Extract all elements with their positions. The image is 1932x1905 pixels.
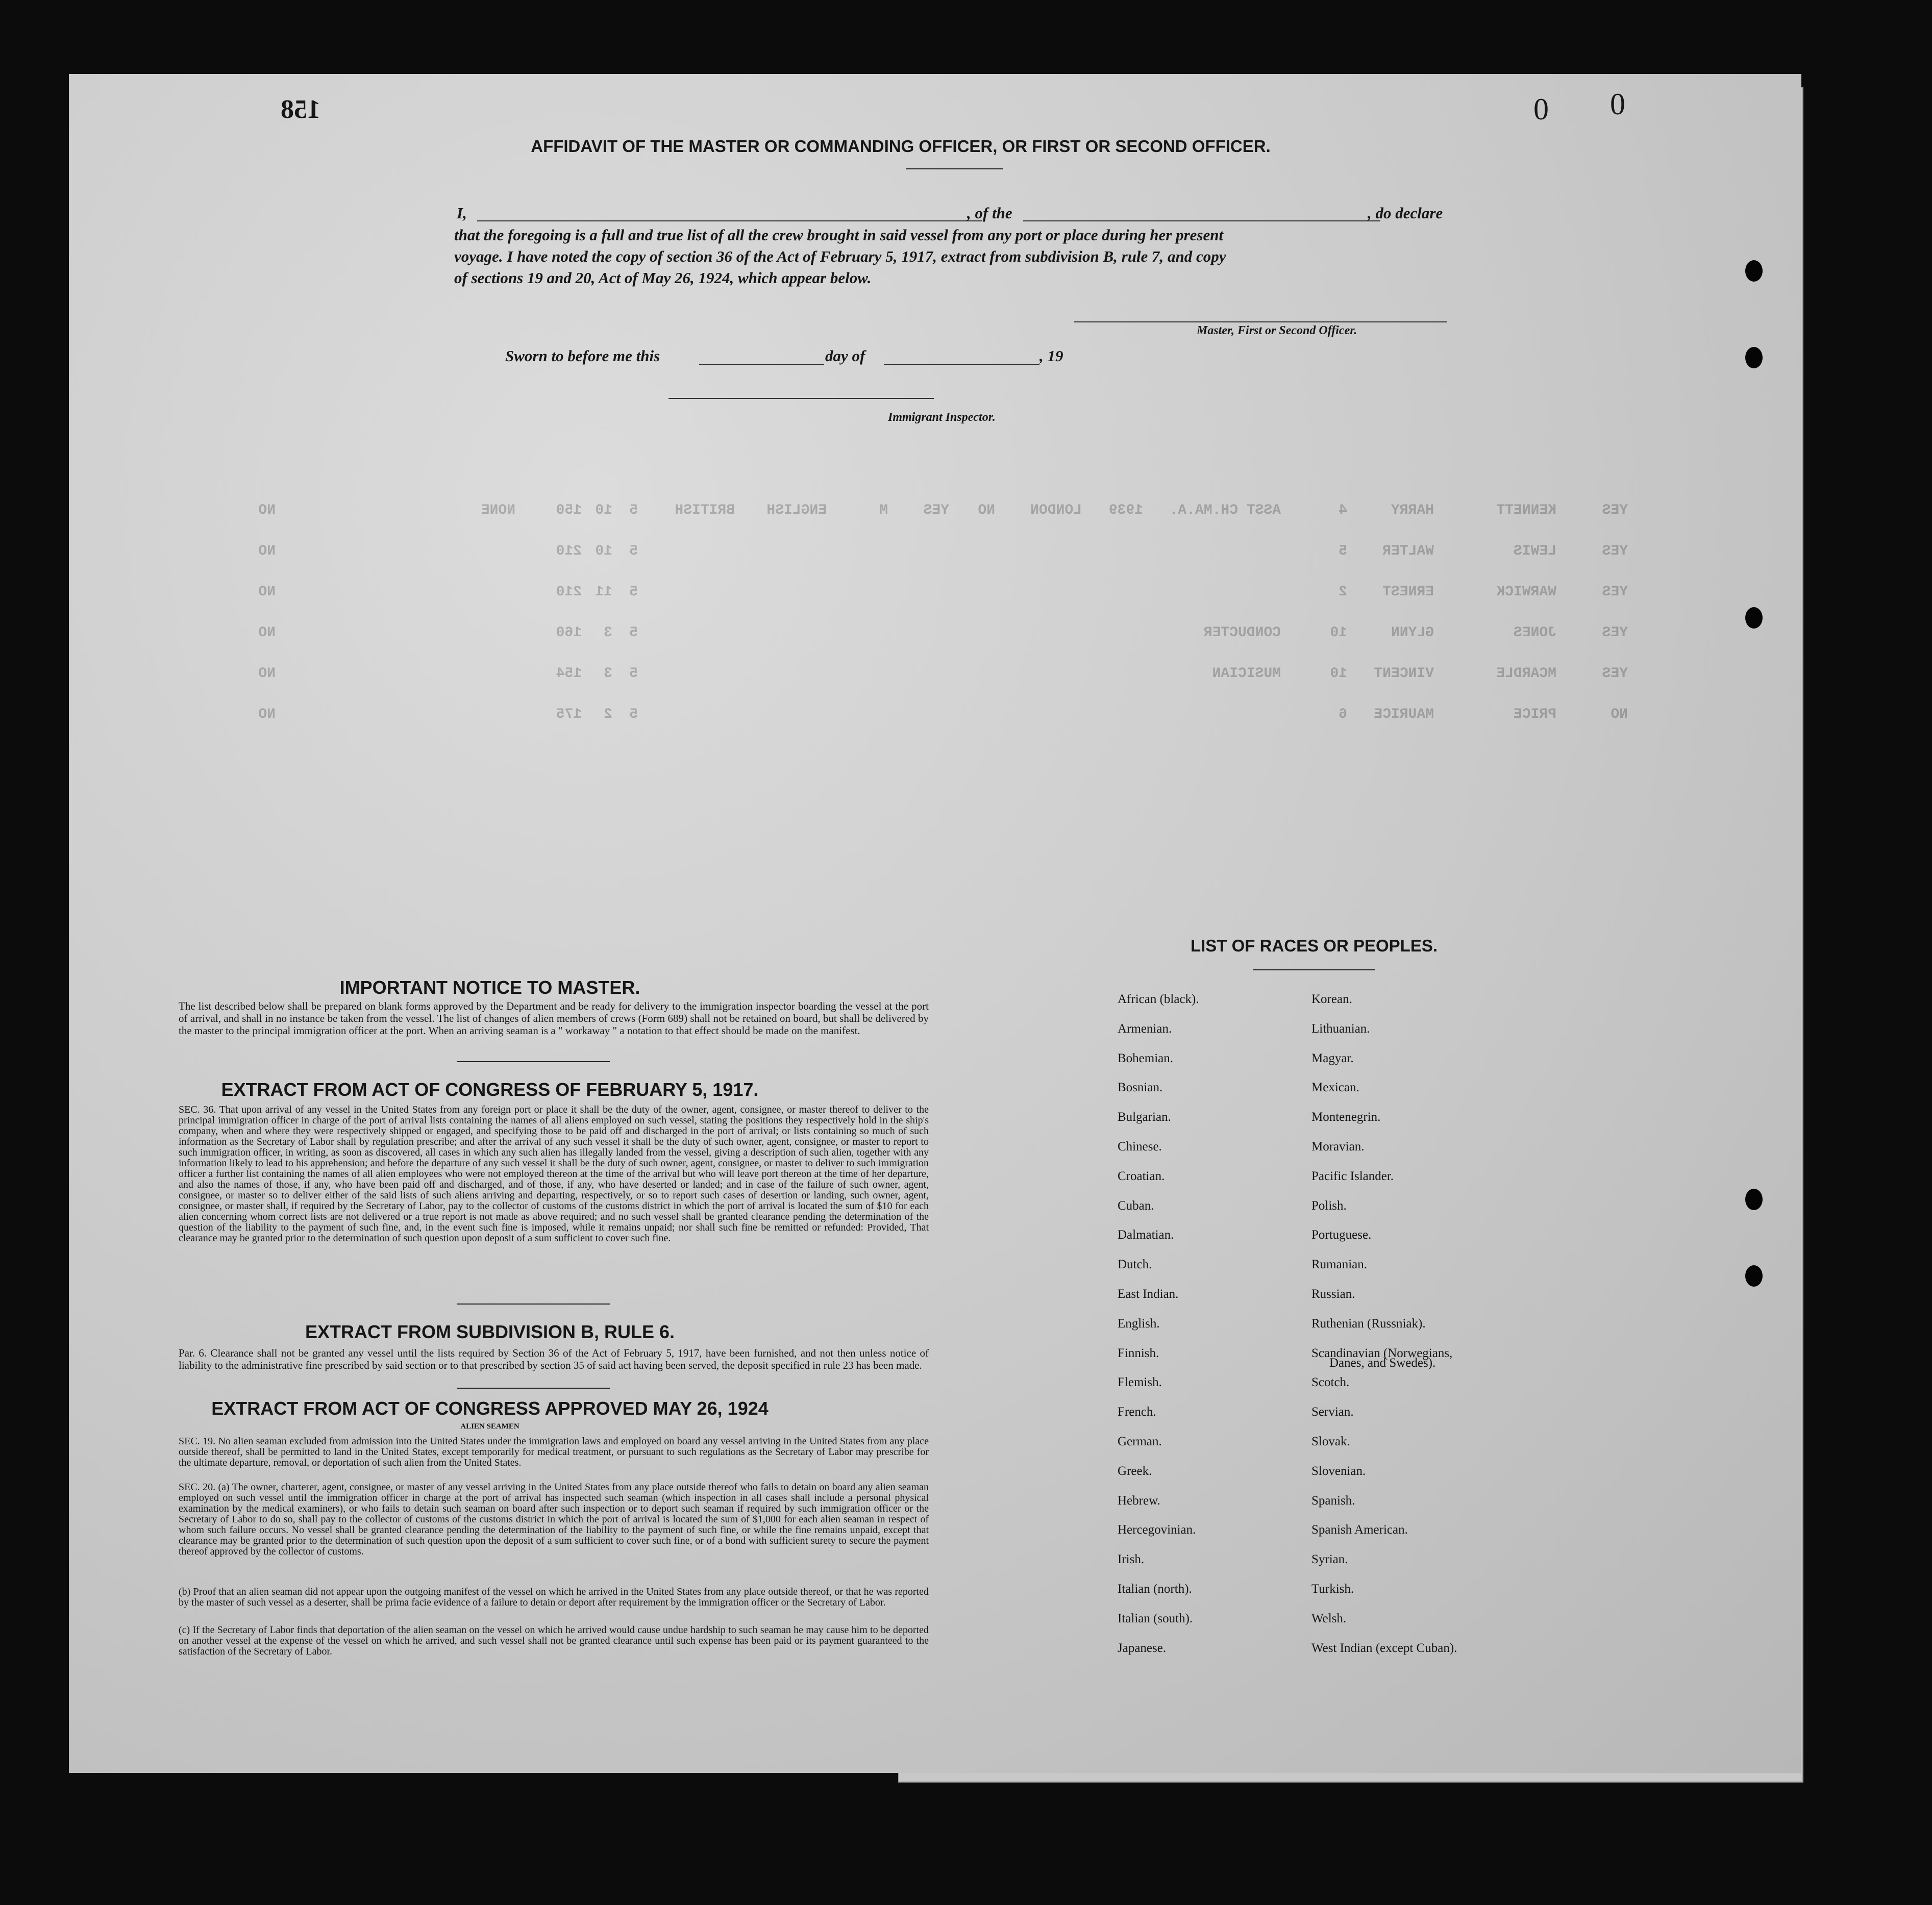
show-through-cell: NO — [1611, 707, 1628, 722]
show-through-cell: 150 — [556, 503, 582, 518]
show-through-cell: M — [879, 503, 888, 518]
show-through-cell: MCARDLE — [1496, 666, 1556, 682]
show-through-cell: 5 — [629, 503, 638, 518]
race-item: Scotch. — [1311, 1375, 1350, 1390]
race-item: German. — [1118, 1435, 1162, 1448]
race-item: Portuguese. — [1311, 1228, 1372, 1242]
show-through-cell: NO — [258, 584, 276, 600]
race-item: Rumanian. — [1311, 1258, 1368, 1272]
race-item: Cuban. — [1118, 1198, 1154, 1213]
race-item: West Indian (except Cuban). — [1311, 1641, 1457, 1655]
show-through-cell: YES — [1602, 503, 1628, 518]
extract-1917-heading: EXTRACT FROM ACT OF CONGRESS OF FEBRUARY 5, 1917. — [221, 1079, 759, 1100]
extract-rule6-text: Par. 6. Clearance shall not be granted any vessel until the lists required by Section 36 of the Act of February 5, 1917, have been furnished, and not then unless notice of liability to the administrative fine prescribed by said section or to that prescribed by section 35 of said act having been served, the deposit specified in rule 23 has been made. — [179, 1347, 929, 1371]
race-item: Turkish. — [1311, 1582, 1354, 1596]
race-item: Croatian. — [1118, 1169, 1165, 1183]
affidavit-body-3: of sections 19 and 20, Act of May 26, 1924, which appear below. — [454, 269, 872, 287]
extract-1924-sec19: SEC. 19. No alien seaman excluded from admission into the United States under the immigration laws and employed on board any vessel arriving in the United States from any place outside thereof, shall be permitted to land in the United States, except temporarily for medical treatment, or pursuant to such regulations as the Secretary of Labor may prescribe for the ultimate departure, removal, or deportation of such alien from the United States. — [179, 1436, 929, 1468]
extract-1924-sec20b: (b) Proof that an alien seaman did not appear upon the outgoing manifest of the vessel on which he arrived in the United States from any place outside thereof, or that he was reported by the master of such vessel as a deserter, shall be prima facie evidence of a failure to detain or deport after requirement by the immigration officer or the Secretary of Labor. — [179, 1586, 929, 1608]
race-item: Greek. — [1118, 1464, 1152, 1478]
race-item: Flemish. — [1118, 1375, 1162, 1390]
race-item: Servian. — [1311, 1405, 1354, 1419]
race-item: Bohemian. — [1118, 1051, 1174, 1065]
inspector-caption: Immigrant Inspector. — [888, 411, 996, 424]
show-through-cell: BRITISH — [675, 503, 735, 518]
show-through-cell: 154 — [556, 666, 582, 682]
sworn-text: Sworn to before me this — [505, 347, 660, 365]
binding-hole — [1745, 1189, 1763, 1210]
race-item: Irish. — [1118, 1552, 1145, 1567]
extract-rule6-heading: EXTRACT FROM SUBDIVISION B, RULE 6. — [305, 1321, 675, 1342]
race-item: Ruthenian (Russniak). — [1311, 1316, 1426, 1331]
show-through-cell: 4 — [1339, 503, 1347, 518]
show-through-cell: 5 — [629, 707, 638, 722]
affidavit-body-2: voyage. I have noted the copy of section 36 of the Act of February 5, 1917, extract from subdivision B, rule 7, and copy — [454, 247, 1226, 265]
race-item: Lithuanian. — [1311, 1021, 1370, 1036]
corner-mark-2: 0 — [1610, 87, 1625, 121]
show-through-cell: YES — [923, 503, 949, 518]
binding-hole — [1745, 1265, 1763, 1287]
document-sheet — [69, 74, 1801, 1773]
show-through-cell: ERNEST — [1382, 584, 1434, 600]
show-through-cell: YES — [1602, 666, 1628, 682]
show-through-cell: 5 — [629, 543, 638, 559]
notice-heading: IMPORTANT NOTICE TO MASTER. — [339, 977, 640, 998]
show-through-cell: 1939 — [1108, 503, 1143, 518]
show-through-cell: NO — [978, 503, 995, 518]
show-through-cell: NO — [258, 503, 276, 518]
show-through-cell: VINCENT — [1374, 666, 1434, 682]
race-item: Mexican. — [1311, 1081, 1359, 1095]
show-through-cell: ASST CH.MA.A. — [1169, 503, 1281, 518]
binding-hole — [1745, 607, 1763, 629]
show-through-cell: LEWIS — [1513, 543, 1556, 559]
race-item: Italian (south). — [1118, 1611, 1193, 1625]
race-item: Dutch. — [1118, 1258, 1152, 1272]
show-through-cell: NO — [258, 707, 276, 722]
show-through-cell: NO — [258, 543, 276, 559]
race-item: Bulgarian. — [1118, 1110, 1171, 1124]
show-through-cell: 210 — [556, 584, 582, 600]
race-item: Polish. — [1311, 1198, 1347, 1213]
race-scandinavian-cont: Danes, and Swedes). — [1329, 1356, 1436, 1370]
race-item: Armenian. — [1118, 1021, 1172, 1036]
race-item: Russian. — [1311, 1287, 1355, 1301]
binding-hole — [1745, 347, 1763, 368]
show-through-cell: 160 — [556, 625, 582, 641]
race-item: Moravian. — [1311, 1140, 1365, 1154]
master-caption: Master, First or Second Officer. — [1197, 324, 1357, 337]
show-through-cell: NO — [258, 625, 276, 641]
race-item: Italian (north). — [1118, 1582, 1192, 1596]
binding-hole — [1745, 260, 1763, 282]
race-item: Dalmatian. — [1118, 1228, 1174, 1242]
race-item: Japanese. — [1118, 1641, 1167, 1655]
year-text: , 19 — [1039, 347, 1063, 365]
race-item: Syrian. — [1311, 1552, 1348, 1567]
show-through-cell: 11 — [595, 584, 612, 600]
show-through-cell: CONDUCTER — [1203, 625, 1281, 641]
race-item: English. — [1118, 1316, 1160, 1331]
race-item: Hercegovinian. — [1118, 1523, 1196, 1537]
show-through-cell: MAURICE — [1374, 707, 1434, 722]
show-through-cell: KENNETT — [1496, 503, 1556, 518]
extract-1924-subheading: ALIEN SEAMEN — [460, 1422, 519, 1431]
show-through-cell: YES — [1602, 543, 1628, 559]
affidavit-do-declare: , do declare — [1368, 204, 1443, 222]
show-through-cell: 10 — [595, 543, 612, 559]
affidavit-heading: AFFIDAVIT OF THE MASTER OR COMMANDING OFFICER, OR FIRST OR SECOND OFFICER. — [531, 137, 1271, 156]
show-through-table — [69, 431, 1801, 778]
race-item: Slovak. — [1311, 1435, 1350, 1448]
show-through-cell: PRICE — [1513, 707, 1556, 722]
races-heading: LIST OF RACES OR PEOPLES. — [1190, 936, 1438, 955]
race-item: Chinese. — [1118, 1140, 1162, 1154]
race-item: Bosnian. — [1118, 1081, 1163, 1095]
show-through-cell: 10 — [1330, 625, 1347, 641]
race-item: Pacific Islander. — [1311, 1169, 1394, 1183]
race-item: Magyar. — [1311, 1051, 1354, 1065]
show-through-cell: 3 — [604, 666, 612, 682]
show-through-cell: NONE — [481, 503, 515, 518]
show-through-cell: HARRY — [1391, 503, 1434, 518]
race-item: Welsh. — [1311, 1611, 1347, 1625]
race-item: Finnish. — [1118, 1346, 1159, 1360]
show-through-cell: 5 — [629, 625, 638, 641]
show-through-cell: 5 — [1339, 543, 1347, 559]
extract-1924-sec20a: SEC. 20. (a) The owner, charterer, agent, consignee, or master of any vessel arriving in the United States from any place outside thereof who fails to detain on board any alien seaman employed on such vessel until the immigration officer in charge at the port of arrival has inspected such seaman (which inspection in all cases shall include a personal physical examination by the medical examiners), or who fails to detain such seaman on board after such inspection or to deport such seaman if required by such immigration officer or the Secretary of Labor to do so, shall pay to the collector of customs of the customs district in which the port of arrival is located the sum of $1,000 for each alien seaman in respect of whom such failure occurs. No vessel shall be granted clearance pending the determination of the liability to the payment of such fine, or while the fine remains unpaid, except that clearance may be granted prior to the determination of such question upon the deposit of a sum sufficient to cover such fine, or of a bond with sufficient surety to secure the payment thereof approved by the collector of customs. — [179, 1482, 929, 1557]
show-through-cell: 175 — [556, 707, 582, 722]
show-through-cell: 2 — [1339, 584, 1347, 600]
race-item: Spanish American. — [1311, 1523, 1408, 1537]
show-through-cell: 3 — [604, 625, 612, 641]
race-item: East Indian. — [1118, 1287, 1179, 1301]
show-through-cell: 5 — [629, 584, 638, 600]
corner-mark: 0 — [1533, 92, 1549, 126]
race-item: Slovenian. — [1311, 1464, 1366, 1478]
race-item: French. — [1118, 1405, 1156, 1419]
sheet-number: 158 — [281, 95, 320, 124]
extract-1924-sec20c: (c) If the Secretary of Labor finds that deportation of the alien seaman on the vessel on which he arrived would cause undue hardship to such seaman he may cause him to be deported on another vessel at the expense of the vessel on which he arrived, and such vessel shall not be granted clearance until such expense has been paid or its payment guaranteed to the satisfaction of the Secretary of Labor. — [179, 1624, 929, 1657]
show-through-cell: NO — [258, 666, 276, 682]
show-through-cell: 5 — [629, 666, 638, 682]
affidavit-body-1: that the foregoing is a full and true list of all the crew brought in said vessel from any port or place during her present — [454, 226, 1224, 244]
race-item: Scandinavian (Norwegians, — [1311, 1346, 1453, 1360]
show-through-cell: YES — [1602, 584, 1628, 600]
race-item: Spanish. — [1311, 1493, 1355, 1508]
show-through-cell: 10 — [595, 503, 612, 518]
show-through-cell: WARWICK — [1496, 584, 1556, 600]
show-through-cell: 210 — [556, 543, 582, 559]
extract-1917-text: SEC. 36. That upon arrival of any vessel in the United States from any foreign port or place it shall be the duty of the owner, agent, consignee, or master thereof to deliver to the principal immigration officer in charge of the port of arrival lists containing the names of all aliens employed on such vessel, stating the positions they respectively hold in the ship's company, when and where they were respectively shipped or engaged, and specifying those to be paid off and discharged in the port of arrival; or lists containing so much of such information as the Secretary of Labor shall by regulation prescribe; and after the arrival of any such vessel it shall be the duty of such owner, agent, consignee, or master to report to such immigration officer, in writing, as soon as discovered, all cases in which any such alien has illegally landed from the vessel, giving a description of such alien, together with any information likely to lead to his apprehension; and before the departure of any such vessel it shall be the duty of such owner, agent, consignee, or master to deliver to such immigration officer a further list containing the names of all alien employees who were not employed thereon at the time of the arrival but who will leave port thereon at the time of her departure, and also the names of those, if any, who have been paid off and discharged, and of those, if any, who have deserted or landed; and in case of the failure of such owner, agent, consignee, or master so to deliver either of the said lists of such aliens arriving and departing, respectively, or so to report such cases of desertion or landing, such owner, agent, consignee, or master shall, if required by the Secretary of Labor, pay to the collector of customs of the customs district in which the port of arrival is located the sum of $10 for each alien concerning whom correct lists are not delivered or a true report is not made as above required; and no such vessel shall be granted clearance pending the determination of the question of the liability to the payment of such fine, and, in the event such fine is imposed, while it remains unpaid; nor shall such fine be remitted or refunded: Provided, That clearance may be granted prior to the determination of such question upon deposit of a sum sufficient to cover such fine. — [179, 1104, 929, 1244]
extract-1924-heading: EXTRACT FROM ACT OF CONGRESS APPROVED MAY 26, 1924 — [211, 1398, 769, 1419]
show-through-cell: WALTER — [1382, 543, 1434, 559]
show-through-cell: JONES — [1513, 625, 1556, 641]
show-through-cell: ENGLISH — [766, 503, 827, 518]
race-item: Korean. — [1311, 992, 1352, 1006]
show-through-cell: 10 — [1330, 666, 1347, 682]
show-through-cell: 6 — [1339, 707, 1347, 722]
race-item: African (black). — [1118, 992, 1199, 1006]
affidavit-of-the: , of the — [967, 204, 1012, 222]
race-item: Montenegrin. — [1311, 1110, 1381, 1124]
affidavit-i: I, — [457, 204, 467, 222]
show-through-cell: GLYNN — [1391, 625, 1434, 641]
notice-text: The list described below shall be prepared on blank forms approved by the Department and be ready for delivery to the immigration inspector boarding the vessel at the port of arrival, and shall in no instance be taken from the vessel. The list of changes of alien members of crews (Form 689) shall not be retained on board, but shall be delivered by the master to the principal immigration officer at the port. When an arriving seaman is a " workaway " a notation to that effect should be made on the manifest. — [179, 1000, 929, 1037]
race-item: Hebrew. — [1118, 1493, 1160, 1508]
show-through-cell: LONDON — [1030, 503, 1082, 518]
show-through-cell: YES — [1602, 625, 1628, 641]
show-through-cell: MUSICIAN — [1212, 666, 1281, 682]
day-of-text: day of — [825, 347, 865, 365]
show-through-cell: 2 — [604, 707, 612, 722]
